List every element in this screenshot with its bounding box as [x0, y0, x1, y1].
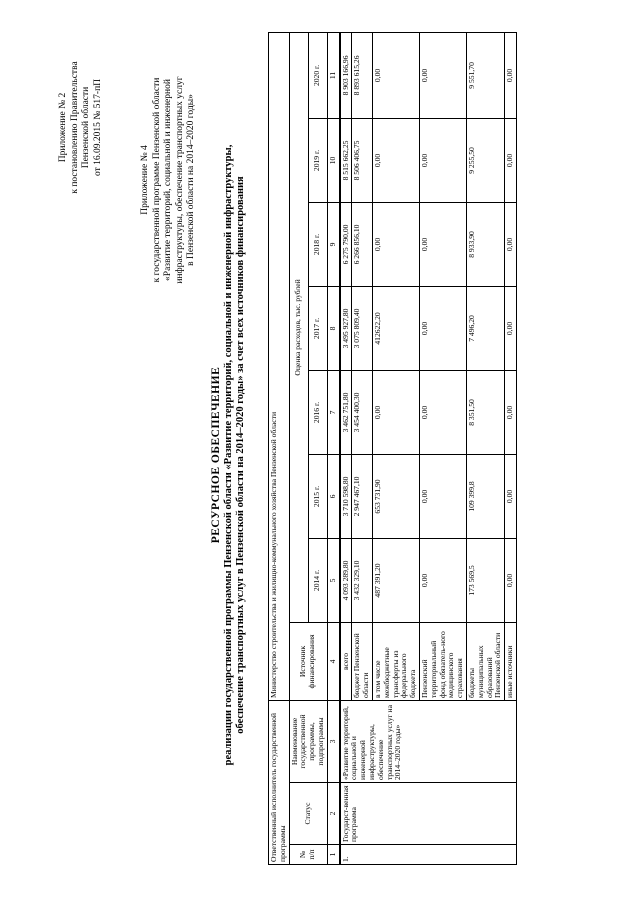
value-cell: 8 903 166,96 [340, 32, 352, 118]
value-cell: 0,00 [419, 286, 466, 370]
value-cell: 3 710 598,80 [340, 454, 352, 538]
value-cell: 3 432 329,10 [352, 538, 373, 622]
value-cell: 2 947 467,10 [352, 454, 373, 538]
appendix-4-line: инфраструктуры, обеспечение транспортных услуг [174, 76, 185, 284]
source-cell: бюджеты муниципальных образований Пензенской области [466, 622, 504, 700]
source-cell: бюджет Пензенской области [352, 622, 373, 700]
value-cell: 8 351,50 [466, 370, 504, 454]
appendix-4-line: Приложение № 4 [140, 145, 150, 215]
year-header: 2019 г. [308, 118, 327, 202]
executor-row [269, 32, 290, 864]
value-cell: 3 454 400,30 [352, 370, 373, 454]
value-cell: 653 731,90 [372, 454, 419, 538]
value-cell: 173 569,5 [466, 538, 504, 622]
header-name: Наименование государственной программы, подпрограммы [289, 700, 327, 782]
table-row [340, 32, 352, 864]
year-header: 2020 г. [308, 32, 327, 118]
source-cell: иные источники [505, 622, 517, 700]
value-cell: 9 551,70 [466, 32, 504, 118]
appendix-2-line: Пензенской области [81, 86, 91, 169]
row-number: 1. [340, 845, 517, 865]
appendix-2-line: Приложение № 2 [58, 92, 68, 163]
header-status: Статус [289, 783, 327, 845]
source-cell: в том числе межбюджетные трансферты из федерального бюджета [372, 622, 419, 700]
value-cell: 0,00 [419, 370, 466, 454]
program-name: «Развитие территорий, социальной и инженерной инфраструктуры, обеспечение транспортных услуг на 2014–2020 годы» [340, 700, 517, 782]
column-numbers-row [327, 32, 339, 864]
header-source: Источник финансирования [289, 622, 327, 700]
value-cell: 0,00 [505, 32, 517, 118]
year-header: 2016 г. [308, 370, 327, 454]
appendix-2-line: к постановлению Правительства [69, 61, 80, 194]
column-number: 3 [327, 700, 339, 782]
column-number: 8 [327, 286, 339, 370]
year-header: 2014 г. [308, 538, 327, 622]
value-cell: 487 391,20 [372, 538, 419, 622]
header-num: № п/п [289, 845, 327, 865]
value-cell: 3 462 751,80 [340, 370, 352, 454]
value-cell: 8 933,90 [466, 202, 504, 286]
column-number: 5 [327, 538, 339, 622]
column-number: 10 [327, 118, 339, 202]
value-cell: 0,00 [419, 202, 466, 286]
value-cell: 109 399,8 [466, 454, 504, 538]
title-line: обеспечение транспортных услуг в Пензенской области на 2014–2020 годы» за счет всех источников финансирования [235, 176, 246, 734]
executor-label: Ответственный исполнитель государственной программы [269, 700, 290, 864]
column-number: 6 [327, 454, 339, 538]
value-cell: 3 495 927,80 [340, 286, 352, 370]
appendix-4-line: в Пензенской области на 2014–2020 годы» [186, 94, 196, 266]
appendix-4-line: «Развитие территорий, социальной и инженерной [163, 79, 173, 281]
column-number: 9 [327, 202, 339, 286]
column-number: 7 [327, 370, 339, 454]
value-cell: 0,00 [505, 538, 517, 622]
source-cell: Пензенский территориальный фонд обязатель-ного медицинского страхования [419, 622, 466, 700]
value-cell: 0,00 [505, 118, 517, 202]
value-cell: 0,00 [372, 118, 419, 202]
appendix-4-block [140, 15, 198, 345]
year-header: 2017 г. [308, 286, 327, 370]
program-status: Государст-венная программа [340, 783, 517, 845]
header-estimate: Оценка расходов, тыс. рублей [289, 32, 308, 622]
column-number: 1 [327, 845, 339, 865]
value-cell: 9 255,50 [466, 118, 504, 202]
resource-table [268, 32, 517, 865]
value-cell: 0,00 [505, 370, 517, 454]
year-header: 2018 г. [308, 202, 327, 286]
value-cell: 6 275 790,00 [340, 202, 352, 286]
appendix-2-line: от 16.09.2015 № 517-пП [92, 78, 103, 177]
title-line: реализации государственной программы Пензенской области «Развитие территорий, социальной и инженерной инфраструктуры, [223, 144, 234, 766]
value-cell: 8 515 662,25 [340, 118, 352, 202]
value-cell: 6 266 856,10 [352, 202, 373, 286]
executor-value: Министерство строительства и жилищно-коммунального хозяйства Пензенской области [269, 32, 290, 700]
column-number: 2 [327, 783, 339, 845]
value-cell: 0,00 [505, 454, 517, 538]
value-cell: 0,00 [372, 370, 419, 454]
value-cell: 7 496,20 [466, 286, 504, 370]
value-cell: 0,00 [419, 454, 466, 538]
value-cell: 0,00 [419, 118, 466, 202]
appendix-2-block [58, 20, 104, 235]
value-cell: 3 075 809,40 [352, 286, 373, 370]
header-row [289, 32, 308, 864]
source-cell: всего [340, 622, 352, 700]
document-title [210, 60, 247, 850]
title-heading: РЕСУРСНОЕ ОБЕСПЕЧЕНИЕ [210, 366, 222, 544]
value-cell: 8 893 615,26 [352, 32, 373, 118]
value-cell: 0,00 [419, 538, 466, 622]
column-number: 4 [327, 622, 339, 700]
value-cell: 0,00 [505, 286, 517, 370]
value-cell: 0,00 [419, 32, 466, 118]
appendix-4-line: к государственной программе Пензенской области [151, 77, 162, 283]
value-cell: 0,00 [505, 202, 517, 286]
value-cell: 0,00 [372, 202, 419, 286]
value-cell: 8 506 406,75 [352, 118, 373, 202]
value-cell: 4 093 289,80 [340, 538, 352, 622]
value-cell: 412622,20 [372, 286, 419, 370]
column-number: 11 [327, 32, 339, 118]
value-cell: 0,00 [372, 32, 419, 118]
year-header: 2015 г. [308, 454, 327, 538]
